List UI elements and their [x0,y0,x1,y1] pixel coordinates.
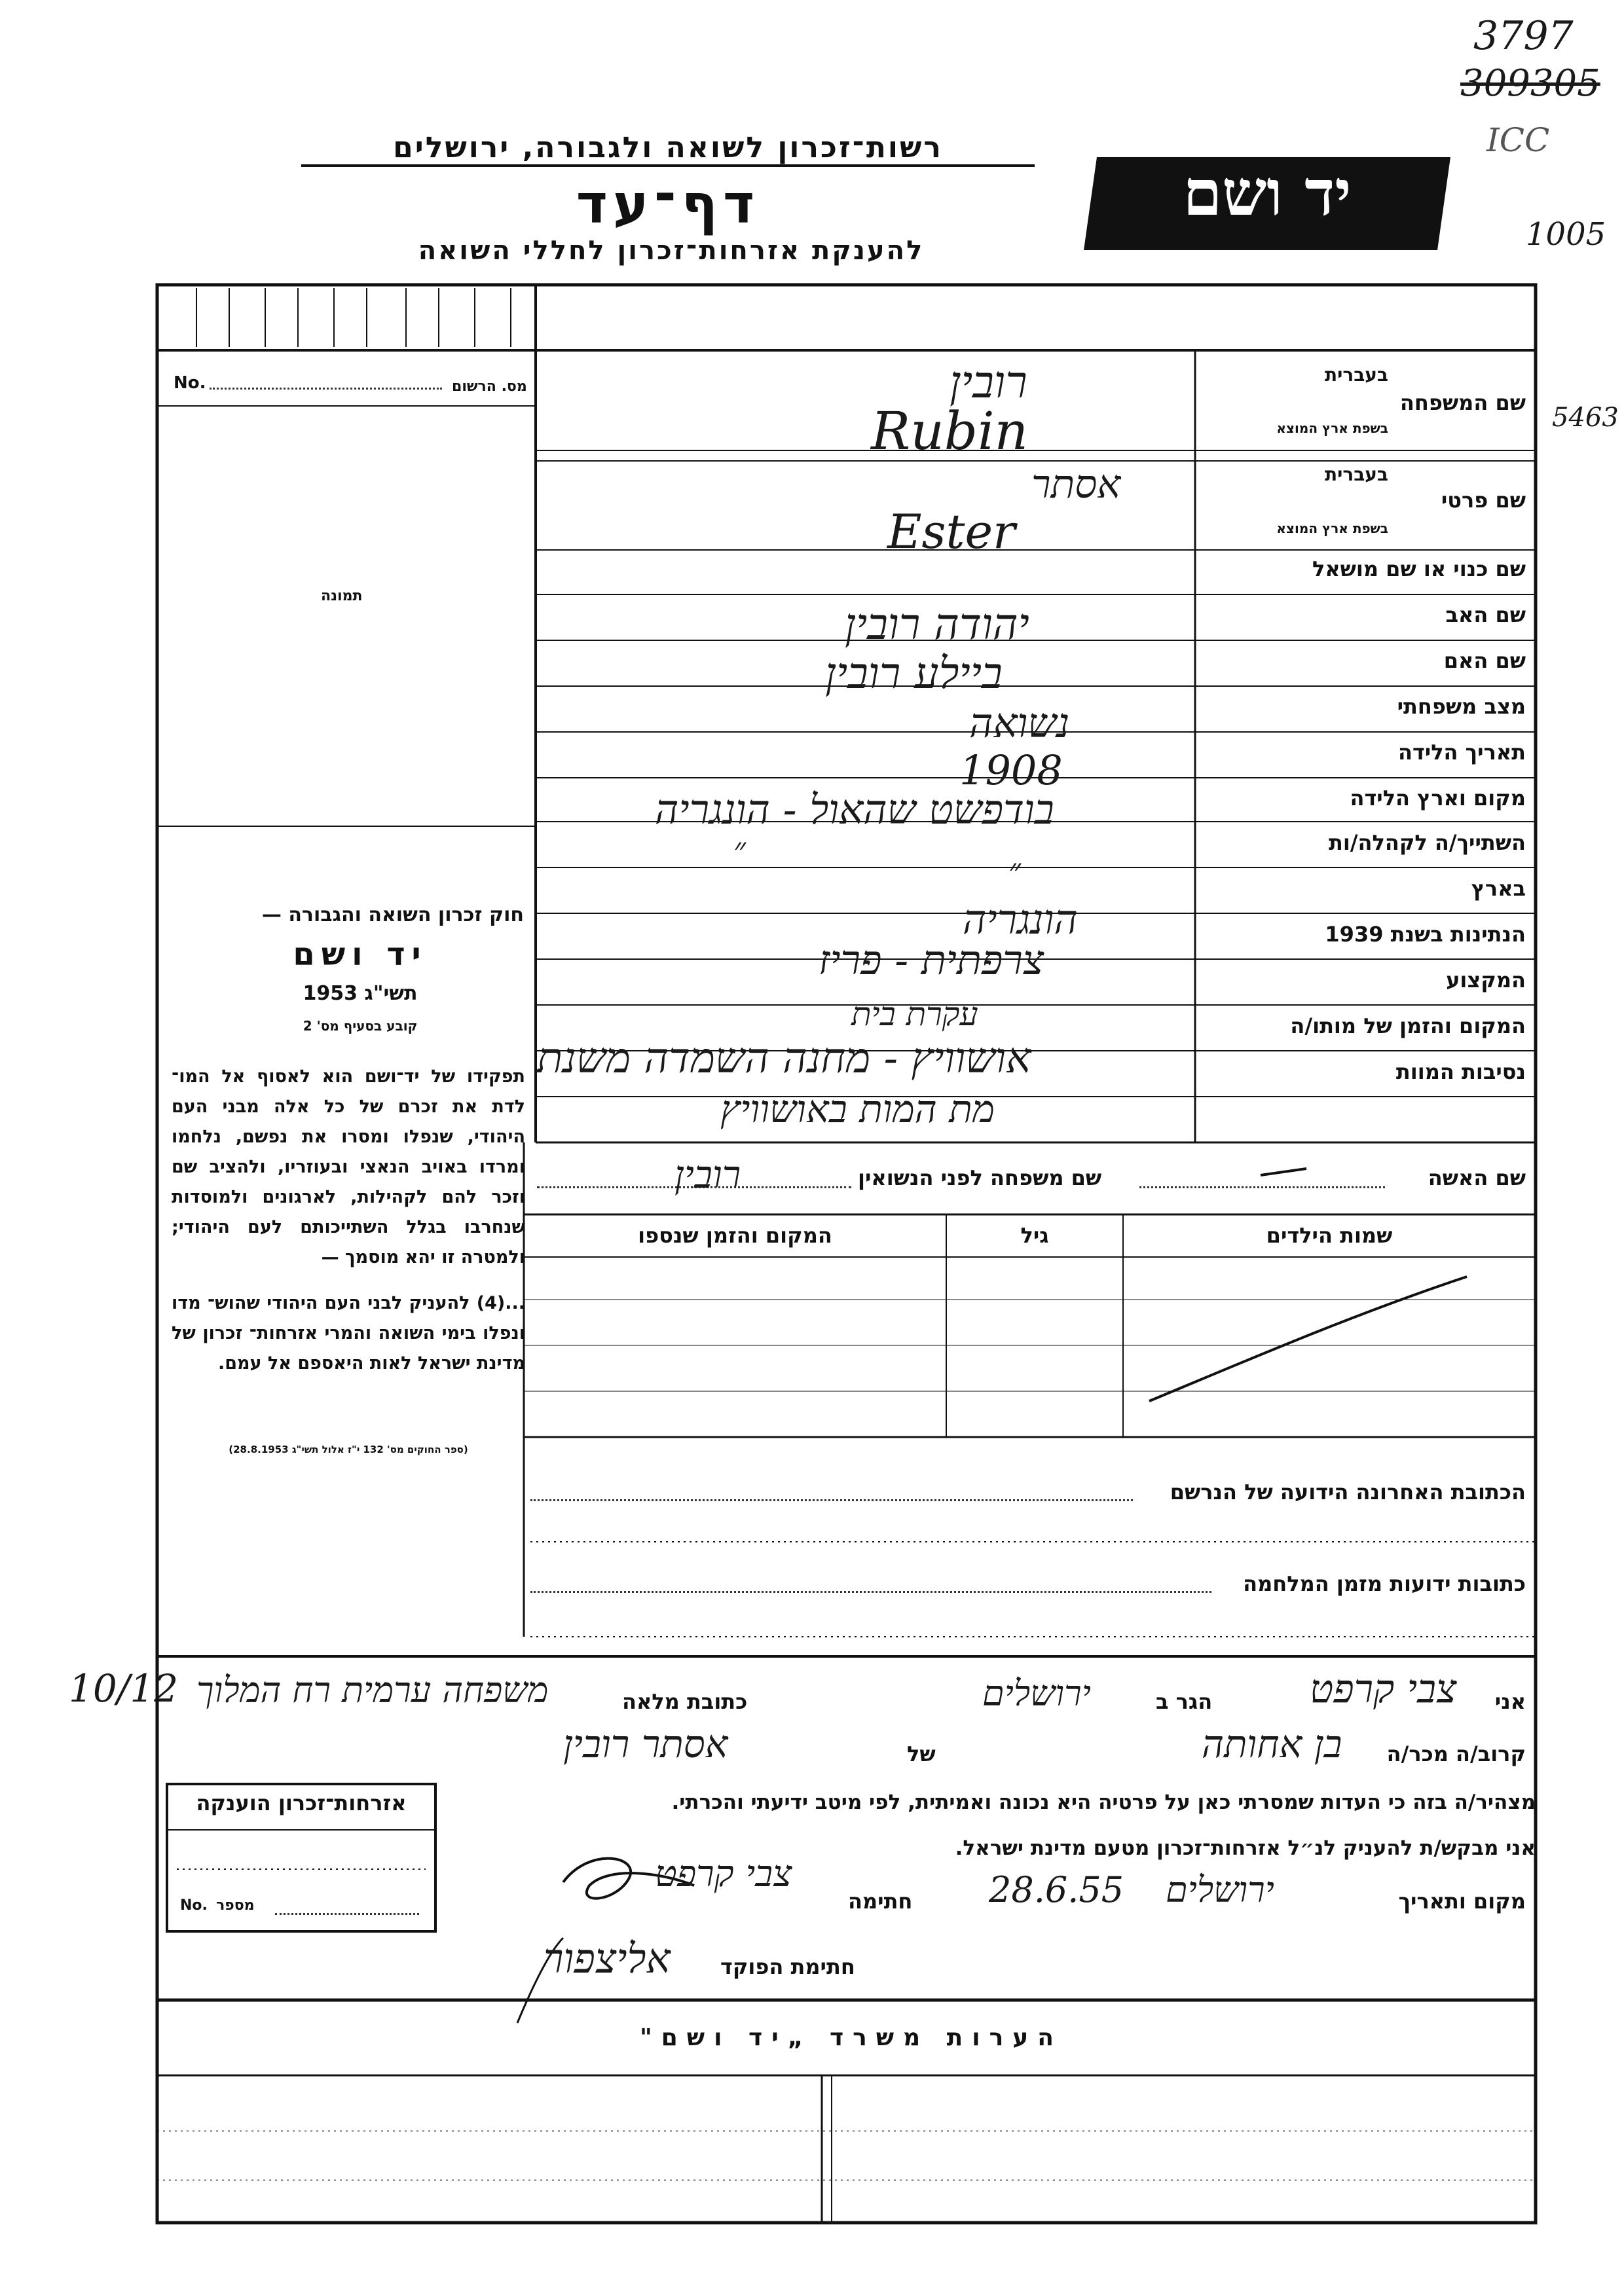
top-number: 3797 [1473,13,1574,59]
wife-maiden-value[interactable]: רובין [674,1152,741,1197]
law-paragraph-1: תפקידו של יד־ושם הוא לאסוף אל המו־ לדת את זכרם של כל אלה מבני העם היהודי, שנפלו ומסרו את נפשם, נלחמו ומרדו באויב הנאצי ובעוזריו, ולהציב שם וזכר להם לקהילות, לארגונים ולמוסדות שנחרבו בגלל השתייכותם לעם היהודי; ולמטרה זו יהא מוסמך — [172,1066,525,1267]
country-label: בארץ [1471,876,1526,901]
maiden-label: שם משפחה לפני הנשואין [858,1165,1102,1190]
country-ditto-value[interactable]: ״ [1008,851,1021,889]
form-subtitle: להענקת אזרחות־זכרון לחללי השואה [418,236,925,266]
father-value[interactable]: יהודה רובין [845,599,1029,649]
reg-no-field[interactable] [210,388,442,390]
child-death-header: המקום והזמן שנספו [638,1223,832,1248]
children-header: שמות הילדים [1266,1223,1393,1248]
citizenship-label: הנתינות בשנת 1939 [1325,922,1526,947]
hebrew-label-1: בעברית [1324,364,1388,386]
origin-lang-label-1: בשפת ארץ המוצא [1276,420,1388,436]
officer-label: חתימת הפוקד [720,1954,855,1979]
witness-relation-value[interactable]: בן אחותה [1202,1722,1342,1766]
request-text: אני מבקש/ת להעניק לנ״ל אזרחות־זכרון מטעם מדינת ישראל. [955,1836,1536,1860]
witness-name-value[interactable]: צבי קרפט [1310,1666,1457,1712]
hebrew-label-2: בעברית [1324,464,1388,485]
surname-latin-value[interactable]: Rubin [871,401,1029,462]
last-address-field[interactable] [530,1499,1133,1501]
citizenship-number-field[interactable] [275,1913,419,1915]
marital-label: מצב משפחתי [1397,694,1526,719]
authority-name: רשות־זכרון לשואה ולגבורה, ירושלים [301,131,1035,167]
war-address-field[interactable] [530,1591,1211,1593]
surname-hebrew-value[interactable]: רובין [950,357,1027,409]
last-address-label: הכתובת האחרונה הידועה של הנרשם [1170,1480,1526,1504]
logo-text: יד ושם [1183,156,1352,230]
community-label: השתייך/ה לקהלה/ות [1328,830,1526,855]
witness-address-value[interactable]: משפחה ערמית רח המלוך [196,1669,549,1711]
witness-city-value[interactable]: ירושלים [982,1673,1091,1714]
death-place-label: המקום והזמן של מותו/ה [1290,1013,1526,1038]
profession-note-value[interactable]: עקרת בית [851,995,978,1033]
surname-label: שם המשפחה [1399,390,1526,415]
side-number: 1005 [1526,216,1606,253]
left-margin-date: 10/12 [69,1666,179,1711]
profession-label: המקצוע [1446,968,1526,993]
right-margin-number: 5463 [1552,403,1619,433]
origin-lang-label-2: בשפת ארץ המוצא [1276,520,1388,536]
law-heading: חוק זכרון השואה והגבורה — [261,903,524,926]
citizenship-box-title: אזרחות־זכרון הוענקה [196,1791,407,1815]
profession-value[interactable]: צרפתית - פריז [819,936,1044,984]
mother-value[interactable]: ביילע רובין [825,648,1003,699]
nickname-label: שם כנוי או שם מושאל [1312,556,1526,581]
witness-signature-value[interactable]: צבי קרפט [655,1853,792,1895]
citizenship-no-label: No. [180,1897,208,1914]
address-label: כתובת מלאה [622,1689,748,1714]
death-circ-label: נסיבות המוות [1395,1059,1526,1084]
office-notes-title: הערות משרד „יד ושם" [639,2024,1063,2051]
wife-field[interactable] [1139,1186,1385,1188]
death-circ-value[interactable]: מת המות באושוויץ [720,1087,995,1131]
law-year: תשי"ג 1953 [303,982,418,1005]
birth-place-value[interactable]: בודפשט שהאול - הונגריה [655,786,1054,833]
death-place-value[interactable]: אושוויץ - מחנה השמדה משנת [537,1034,1031,1083]
i-label: אני [1494,1689,1526,1714]
first-name-hebrew-value[interactable]: אסתר [1031,462,1121,507]
place-date-label: מקום ותאריך [1398,1889,1526,1914]
citizenship-value[interactable]: הונגריה [963,896,1078,943]
first-name-latin-value[interactable]: Ester [887,504,1016,559]
birth-date-value[interactable]: 1908 [959,746,1063,794]
mother-label: שם האם [1443,648,1526,673]
law-source: (ספר החוקים מס' 132 י"ז אלול תשי"ג 28.8.1953) [229,1444,468,1455]
form-title: דף־עד [576,173,760,236]
law-paragraph-2: ...(4) להעניק לבני העם היהודי שהוש־ מדו ונפלו בימי השואה והמרי אזרחות־ זכרון של מדינת ישראל לאות היאספם אל עמם. [172,1293,525,1374]
photo-label: תמונה [321,588,363,604]
wife-label: שם האשה [1428,1165,1526,1190]
citizenship-number-label: מספר [216,1897,255,1914]
marital-value[interactable]: נשואה [969,699,1070,747]
reg-no-en-label: No. [174,373,206,393]
witness-place-value[interactable]: ירושלים [1166,1869,1274,1910]
officer-signature-value[interactable]: אליצפור [544,1935,671,1982]
witness-of-value[interactable]: אסתר רובין [563,1722,728,1766]
struck-number: 309305 [1460,62,1600,105]
war-address-label: כתובות ידועות מזמן המלחמה [1243,1571,1526,1596]
law-name: יד ושם [293,936,428,973]
law-clause: קובע בסעיף מס' 2 [303,1018,418,1034]
reg-no-label: מס. הרשום [452,378,527,395]
of-label: של [907,1741,936,1766]
first-name-label: שם פרטי [1441,488,1526,513]
squiggle-note: ICC [1486,121,1550,159]
signature-label: חתימה [848,1889,913,1914]
resident-label: הגר ב [1156,1689,1213,1714]
age-header: גיל [1020,1223,1049,1248]
birth-place-label: מקום וארץ הלידה [1350,786,1526,811]
declaration-text: מצהיר/ה בזה כי העדות שמסרתי כאן על פרטיה היא נכונה ואמיתית, לפי מיטב ידיעתי והכרתי. [671,1791,1536,1814]
witness-date-value[interactable]: 28.6.55 [989,1869,1124,1910]
father-label: שם האב [1445,602,1526,627]
relation-label: קרוב/ה מכר/ה [1386,1741,1526,1766]
birth-date-label: תאריך הלידה [1397,740,1526,765]
community-value[interactable]: ״ [733,830,746,868]
